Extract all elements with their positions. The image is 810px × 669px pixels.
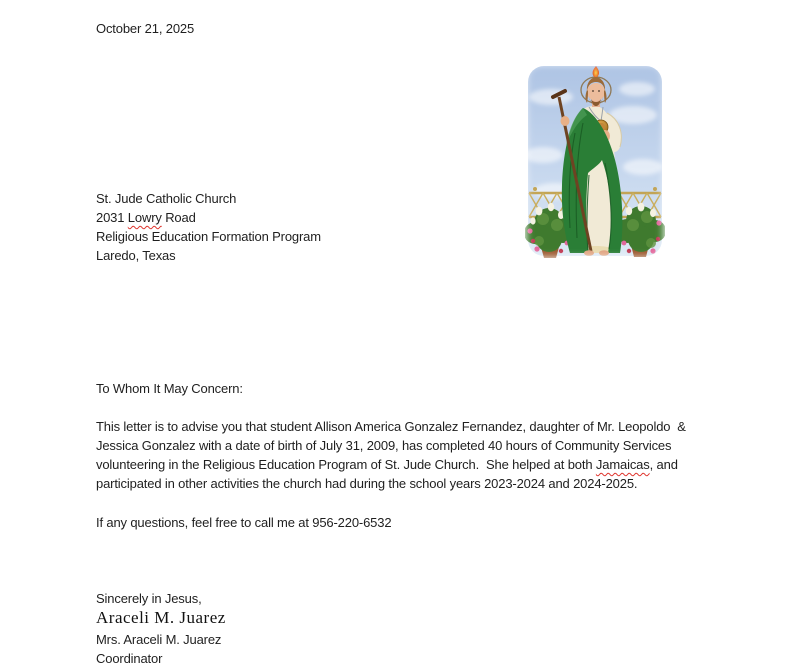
sender-address-block xyxy=(96,189,321,265)
sender-church-name: St. Jude Catholic Church xyxy=(96,191,237,206)
st-jude-holy-card-image xyxy=(525,63,665,259)
letter-date: October 21, 2025 xyxy=(96,21,195,36)
body-line-3: volunteering in the Religious Education Program of St. Jude Church. She helped at both Jamaicas, and xyxy=(96,457,678,472)
body-line-2: Jessica Gonzalez with a date of birth of July 31, 2009, has completed 40 hours of Community Services xyxy=(96,438,672,453)
sender-program-line: Religious Education Formation Program xyxy=(96,229,321,244)
sender-street-line: 2031 Lowry Road xyxy=(96,210,196,225)
contact-line: If any questions, feel free to call me at 956-220-6532 xyxy=(96,515,392,530)
signature-script: Araceli M. Juarez xyxy=(96,608,226,627)
body-paragraph xyxy=(96,417,686,493)
signature-title: Coordinator xyxy=(96,651,163,666)
sender-city-line: Laredo, Texas xyxy=(96,248,176,263)
signature-name: Mrs. Araceli M. Juarez xyxy=(96,632,222,647)
body-line-1: This letter is to advise you that student Allison America Gonzalez Fernandez, daughter of Mr. Leopoldo & xyxy=(96,419,686,434)
saint-illustration xyxy=(525,63,665,259)
closing-line: Sincerely in Jesus, xyxy=(96,591,202,606)
body-line-4: participated in other activities the church had during the school years 2023-2024 and 2024-2025. xyxy=(96,476,638,491)
salutation: To Whom It May Concern: xyxy=(96,381,243,396)
misspelled-word-lowry: Lowry xyxy=(127,210,162,225)
misspelled-word-jamaicas: Jamaicas xyxy=(595,457,650,472)
